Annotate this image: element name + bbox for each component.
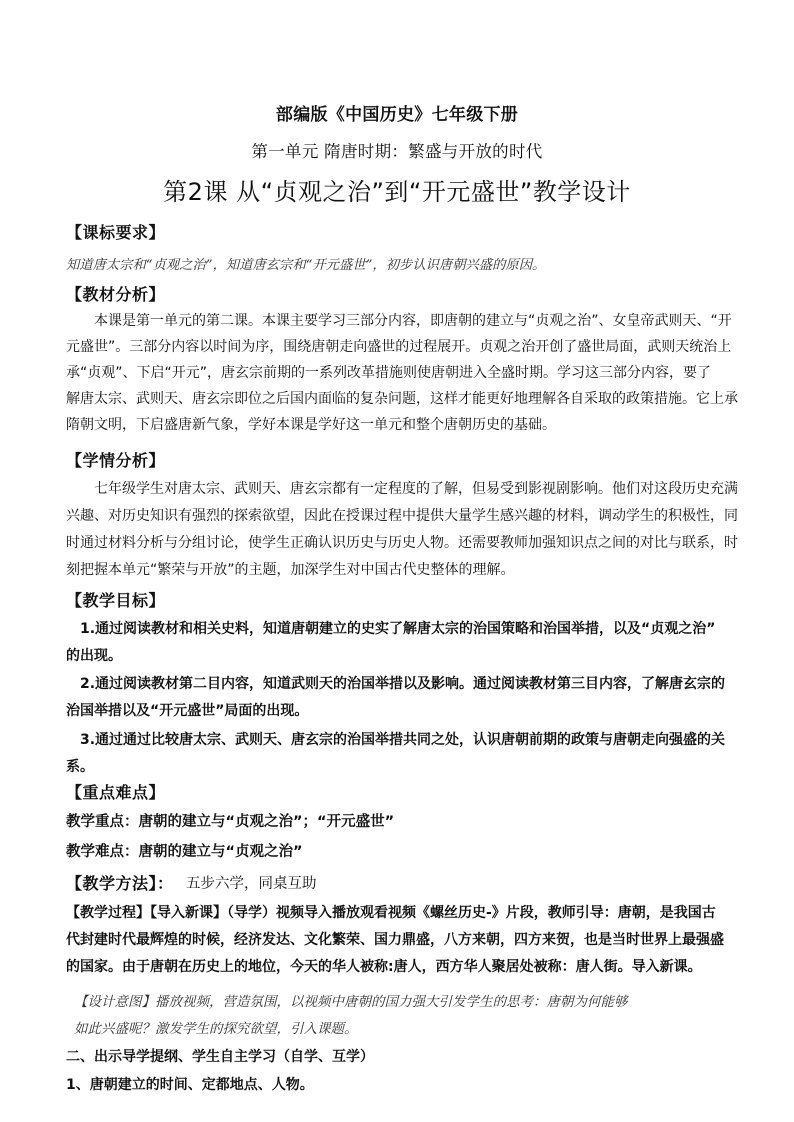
textbook-line: 隋朝文明，下启盛唐新气象，学好本课是学好这一单元和整个唐朝历史的基础。 — [66, 417, 556, 433]
step-two-heading: 二、出示导学提纲、学生自主学习（自学、互学） — [66, 1049, 374, 1065]
goal-line: 2.通过阅读教材第二目内容，知道武则天的治国举措以及影响。通过阅读教材第三目内容，了解唐玄宗的 — [80, 676, 726, 692]
key-heading: 【重点难点】 — [66, 783, 166, 802]
students-heading: 【学情分析】 — [66, 451, 166, 470]
process-line: 的国家。由于唐朝在历史上的地位，今天的华人被称:唐人，西方华人聚居处被称：唐人街。导入新课。 — [66, 959, 702, 975]
goal-line: 3.通过通过比较唐太宗、武则天、唐玄宗的治国举措共同之处，认识唐朝前期的政策与唐朝走向强盛的关 — [80, 732, 726, 748]
students-line: 刻把握本单元“繁荣与开放”的主题，加深学生对中国古代史整体的理解。 — [66, 562, 515, 578]
students-line: 时通过材料分析与分组讨论，使学生正确认识历史与历史人物。还需要教师加强知识点之间的对比与联系，时 — [66, 535, 738, 551]
teaching-focus: 教学重点：唐朝的建立与“贞观之治”；“开元盛世” — [66, 814, 395, 830]
lesson-title: 第2课 从“贞观之治”到“开元盛世”教学设计 — [163, 178, 631, 206]
goal-line: 的出现。 — [66, 648, 122, 664]
textbook-line: 元盛世”。三部分内容以时间为序，围绕唐朝走向盛世的过程展开。贞观之治开创了盛世局面，武则天统治上 — [66, 339, 732, 355]
unit-title: 第一单元 隋唐时期：繁盛与开放的时代 — [251, 142, 543, 161]
process-line: 【教学过程】【导入新课】（导学）视频导入播放观看视频《螺丝历史-》片段，教师引导：唐朝，是我国古 — [66, 905, 716, 921]
curriculum-text: 知道唐太宗和“贞观之治”，知道唐玄宗和“开元盛世”，初步认识唐朝兴盛的原因。 — [66, 258, 546, 273]
textbook-line: 承“贞观”、下启“开元”，唐玄宗前期的一系列改革措施则使唐朝进入全盛时期。学习这三部分内容，要了 — [66, 365, 712, 381]
item-one: 1、唐朝建立的时间、定都地点、人物。 — [66, 1077, 314, 1093]
book-title: 部编版《中国历史》七年级下册 — [275, 105, 519, 125]
goal-line: 系。 — [66, 759, 94, 775]
goal-line: 1.通过阅读教材和相关史料，知道唐朝建立的史实了解唐太宗的治国策略和治国举措，以及“贞观之治” — [80, 621, 716, 637]
students-line: 七年级学生对唐太宗、武则天、唐玄宗都有一定程度的了解，但易受到影视剧影响。他们对这段历史充满 — [94, 481, 738, 497]
goal-line: 治国举措以及“开元盛世”局面的出现。 — [66, 703, 309, 719]
textbook-heading: 【教材分析】 — [66, 285, 166, 304]
method-text: 五步六学，同桌互助 — [186, 876, 317, 892]
method-heading: 【教学方法】： — [66, 874, 174, 893]
textbook-line: 本课是第一单元的第二课。本课主要学习三部分内容，即唐朝的建立与“贞观之治”、女皇帝武则天、“开 — [94, 313, 732, 329]
design-intent-line: 【设计意图】播放视频，营造氛围，以视频中唐朝的国力强大引发学生的思考：唐朝为何能够 — [74, 994, 628, 1010]
students-line: 兴趣、对历史知识有强烈的探索欲望，因此在授课过程中提供大量学生感兴趣的材料，调动学生的积极性，同 — [66, 508, 738, 524]
goals-heading: 【教学目标】 — [66, 591, 166, 610]
textbook-line: 解唐太宗、武则天、唐玄宗即位之后国内面临的复杂问题，这样才能更好地理解各自采取的政策措施。它上承 — [66, 391, 738, 407]
process-line: 代封建时代最辉煌的时候，经济发达、文化繁荣、国力鼎盛，八方来朝，四方来贺，也是当时世界上最强盛 — [66, 932, 724, 948]
teaching-difficulty: 教学难点：唐朝的建立与“贞观之治” — [66, 844, 303, 860]
curriculum-heading: 【课标要求】 — [66, 223, 166, 242]
design-intent-line: 如此兴盛呢？激发学生的探究欲望，引入课题。 — [74, 1021, 358, 1037]
